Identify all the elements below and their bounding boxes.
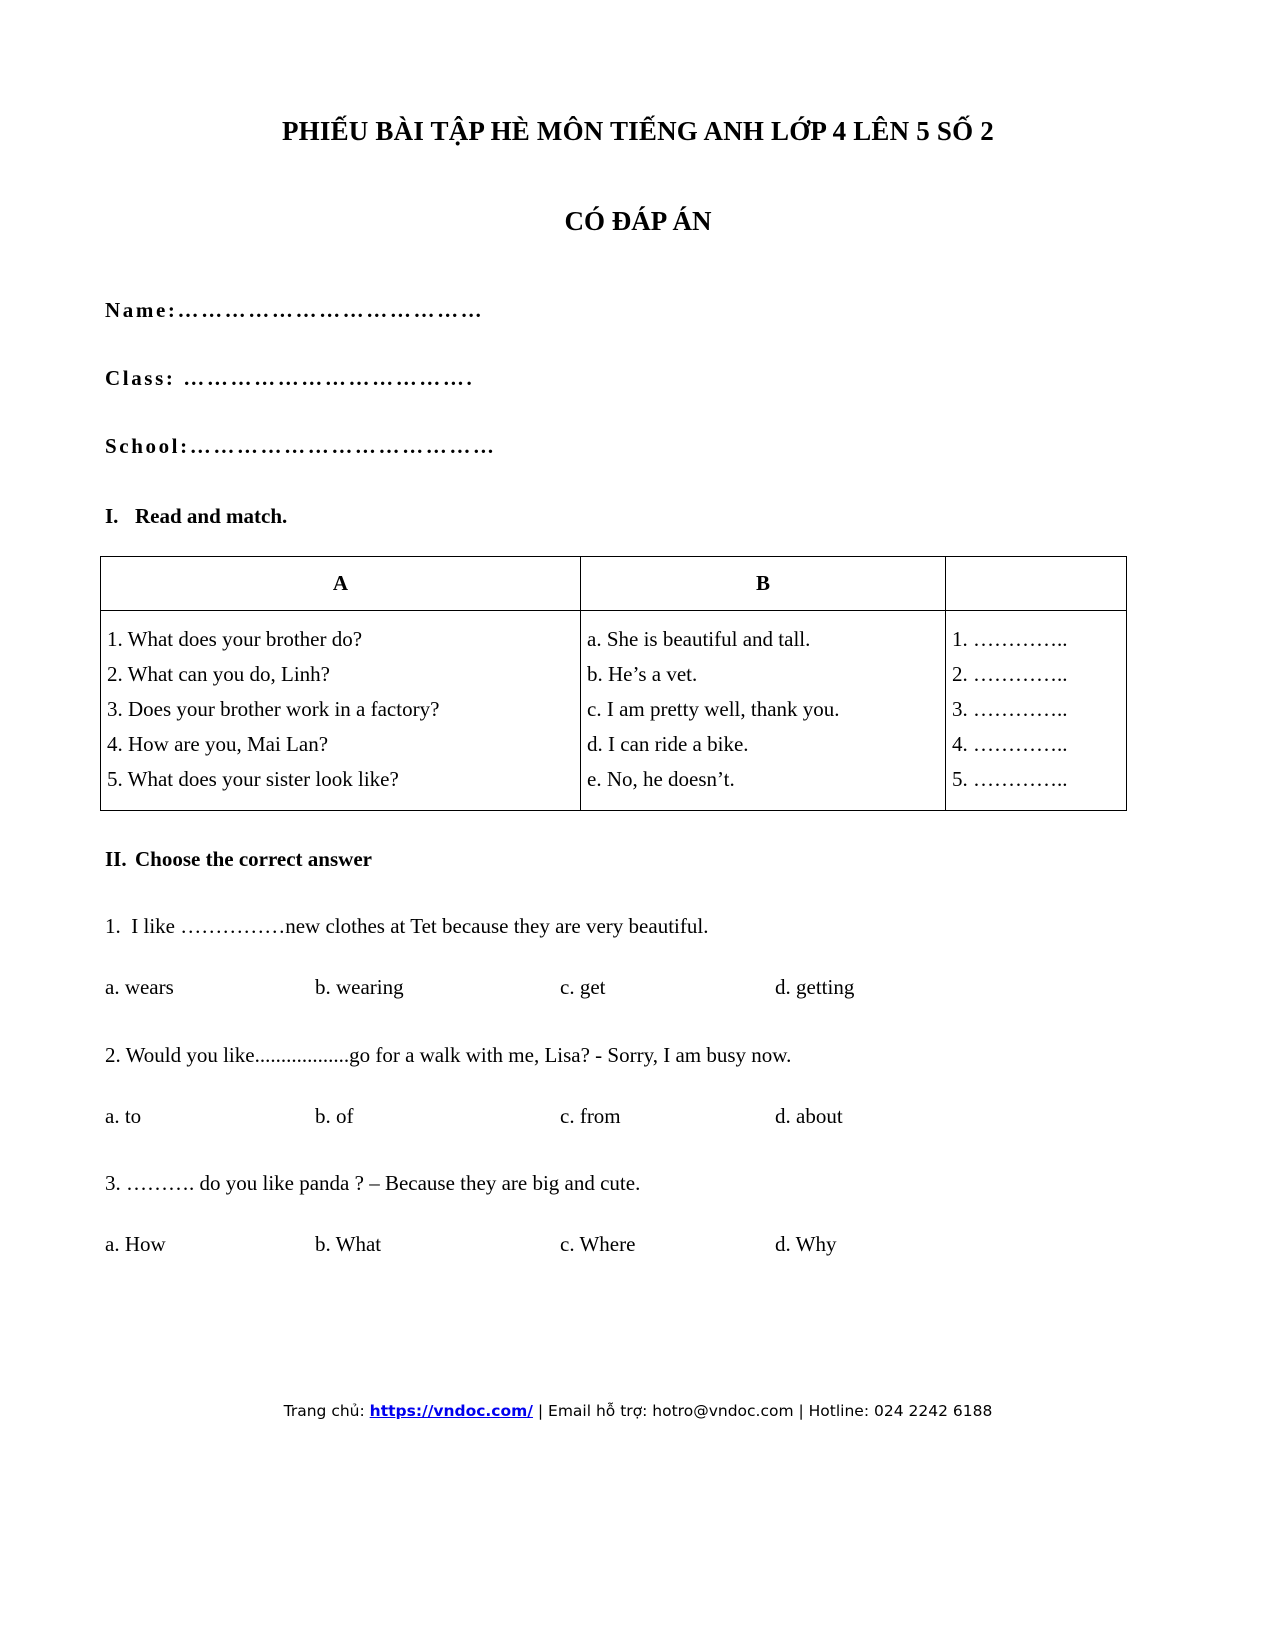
table-cell-column-a bbox=[101, 610, 581, 810]
footer-suffix: | Email hỗ trợ: hotro@vndoc.com | Hotline: 024 2242 6188 bbox=[532, 1402, 993, 1420]
option-1c[interactable]: c. get bbox=[560, 975, 606, 1000]
option-3b[interactable]: b. What bbox=[315, 1232, 382, 1257]
option-3d[interactable]: d. Why bbox=[775, 1232, 837, 1257]
table-cell-answers bbox=[946, 610, 1127, 810]
read-and-match-table bbox=[100, 556, 1127, 811]
table-header-a: A bbox=[101, 556, 581, 610]
answer-blank[interactable]: 4. ………….. bbox=[952, 731, 1068, 756]
name-field-label: Name: bbox=[105, 297, 178, 322]
page-footer bbox=[0, 1402, 1276, 1420]
school-field-line bbox=[105, 433, 1276, 458]
vndoc-link[interactable]: https://vndoc.com/ bbox=[369, 1402, 533, 1420]
class-field-label: Class: bbox=[105, 365, 184, 390]
option-2b[interactable]: b. of bbox=[315, 1103, 354, 1128]
name-field-line bbox=[105, 297, 1276, 322]
table-cell-column-b bbox=[581, 610, 946, 810]
list-item: e. No, he doesn’t. bbox=[587, 766, 735, 791]
school-field-dots: ………………………………… bbox=[189, 433, 497, 458]
answer-blank[interactable]: 2. ………….. bbox=[952, 661, 1068, 686]
multiple-choice-block bbox=[0, 914, 1276, 1257]
answer-blank[interactable]: 3. ………….. bbox=[952, 696, 1068, 721]
table-header-answers bbox=[946, 556, 1127, 610]
answer-blank[interactable]: 1. ………….. bbox=[952, 626, 1068, 651]
question-3-text: 3. ………. do you like panda ? – Because they are big and cute. bbox=[105, 1170, 641, 1195]
section-2-heading bbox=[0, 847, 1276, 872]
option-2d[interactable]: d. about bbox=[775, 1103, 843, 1128]
page-title: PHIẾU BÀI TẬP HÈ MÔN TIẾNG ANH LỚP 4 LÊN 5 SỐ 2 bbox=[281, 116, 995, 146]
table-row bbox=[101, 610, 1127, 810]
list-item: 3. Does your brother work in a factory? bbox=[107, 696, 440, 721]
section-2-title: Choose the correct answer bbox=[135, 846, 372, 871]
option-1b[interactable]: b. wearing bbox=[315, 975, 404, 1000]
list-item: b. He’s a vet. bbox=[587, 661, 698, 686]
class-field-line bbox=[105, 365, 1276, 390]
column-a-list bbox=[101, 611, 580, 810]
match-table-container bbox=[0, 556, 1276, 811]
section-1-numeral: I. bbox=[105, 503, 119, 528]
option-2a[interactable]: a. to bbox=[105, 1103, 142, 1128]
question-2-text: 2. Would you like..................go for a walk with me, Lisa? - Sorry, I am busy now. bbox=[105, 1042, 792, 1067]
list-item: a. She is beautiful and tall. bbox=[587, 626, 811, 651]
question-3-options bbox=[105, 1232, 1276, 1257]
question-1-options bbox=[105, 975, 1276, 1000]
list-item: c. I am pretty well, thank you. bbox=[587, 696, 840, 721]
section-1-title: Read and match. bbox=[135, 503, 288, 528]
list-item: 1. What does your brother do? bbox=[107, 626, 363, 651]
list-item: d. I can ride a bike. bbox=[587, 731, 749, 756]
page-subtitle: CÓ ĐÁP ÁN bbox=[564, 206, 712, 237]
column-b-list bbox=[581, 611, 945, 810]
name-field-dots: ………………………………… bbox=[177, 297, 485, 322]
option-1a[interactable]: a. wears bbox=[105, 975, 174, 1000]
question-1-text: 1. I like ……………new clothes at Tet because they are very beautiful. bbox=[105, 914, 709, 939]
list-item: 4. How are you, Mai Lan? bbox=[107, 731, 329, 756]
answer-blanks-list bbox=[946, 611, 1126, 810]
option-3c[interactable]: c. Where bbox=[560, 1232, 636, 1257]
table-header-b: B bbox=[581, 556, 946, 610]
section-2-numeral: II. bbox=[105, 846, 127, 871]
list-item: 2. What can you do, Linh? bbox=[107, 661, 330, 686]
school-field-label: School: bbox=[105, 433, 190, 458]
table-header-row bbox=[101, 556, 1127, 610]
option-2c[interactable]: c. from bbox=[560, 1103, 621, 1128]
option-3a[interactable]: a. How bbox=[105, 1232, 166, 1257]
class-field-dots: ………………………………. bbox=[183, 365, 475, 390]
student-info-fields bbox=[0, 297, 1276, 458]
question-2-options bbox=[105, 1104, 1276, 1129]
footer-prefix: Trang chủ: bbox=[283, 1402, 370, 1420]
section-1-heading bbox=[0, 504, 1276, 529]
option-1d[interactable]: d. getting bbox=[775, 975, 855, 1000]
list-item: 5. What does your sister look like? bbox=[107, 766, 399, 791]
answer-blank[interactable]: 5. ………….. bbox=[952, 766, 1068, 791]
